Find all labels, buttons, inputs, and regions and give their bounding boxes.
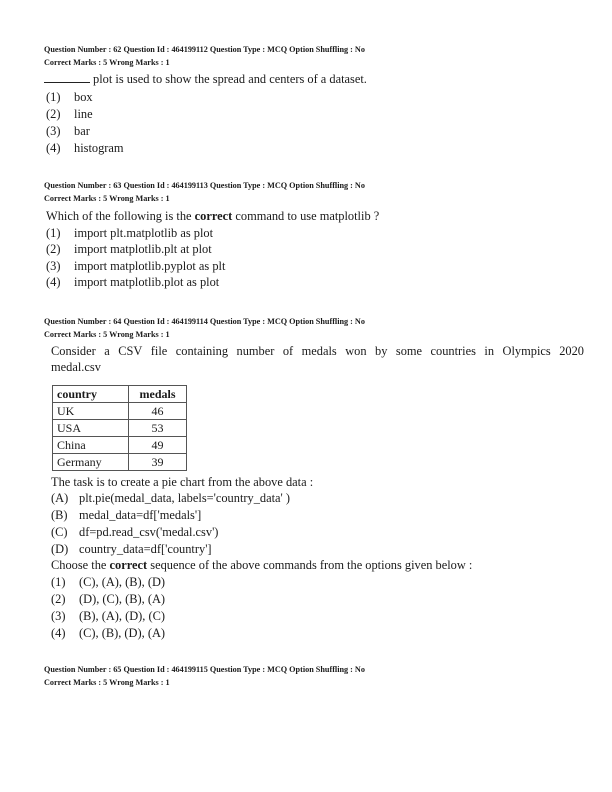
intro-word: in: [484, 344, 495, 358]
table-row: [53, 420, 187, 437]
option-text: (C), (B), (D), (A): [79, 626, 166, 640]
command-c: [51, 524, 218, 540]
q63-stem: [46, 208, 379, 224]
option-number: (1): [46, 90, 61, 104]
intro-word: won: [345, 344, 367, 358]
option-text: histogram: [74, 141, 124, 155]
option-number: (1): [51, 575, 66, 589]
command-text: country_data=df['country']: [79, 542, 212, 556]
q64-option-3: [51, 608, 165, 624]
option-text: import matplotlib.plt at plot: [74, 242, 212, 256]
option-text: import plt.matplotlib as plot: [74, 226, 214, 240]
command-label: (D): [51, 542, 69, 556]
intro-word: of: [282, 344, 294, 358]
option-text: import matplotlib.pyplot as plt: [74, 259, 226, 273]
q65-meta: Question Number : 65 Question Id : 464199115 Question Type : MCQ Option Shuffling : No: [44, 665, 365, 674]
cell-medals: 46: [129, 403, 187, 420]
cell-country: USA: [53, 420, 129, 437]
option-number: (4): [51, 626, 66, 640]
q63-stem-pre: Which of the following is the: [46, 209, 192, 223]
q65-marks: Correct Marks : 5 Wrong Marks : 1: [44, 678, 170, 687]
option-number: (1): [46, 226, 61, 240]
medals-table: [52, 385, 187, 471]
table-header-country: country: [53, 386, 129, 403]
table-row: [53, 454, 187, 471]
option-text: import matplotlib.plot as plot: [74, 275, 220, 289]
q64-marks: Correct Marks : 5 Wrong Marks : 1: [44, 330, 170, 339]
intro-word: by: [375, 344, 388, 358]
q64-task: The task is to create a pie chart from the above data :: [51, 475, 314, 489]
option-number: (4): [46, 141, 61, 155]
choose-post: sequence of the above commands from the options given below :: [150, 558, 473, 572]
q62-marks: Correct Marks : 5 Wrong Marks : 1: [44, 58, 170, 67]
option-text: line: [74, 107, 93, 121]
intro-word: Olympics: [502, 344, 551, 358]
table-row: [53, 403, 187, 420]
option-number: (2): [51, 592, 66, 606]
q64-filename: medal.csv: [51, 360, 101, 374]
intro-word: 2020: [559, 344, 584, 358]
intro-word: a: [104, 344, 110, 358]
command-text: plt.pie(medal_data, labels='country_data' ): [79, 491, 291, 505]
q63-meta: Question Number : 63 Question Id : 464199113 Question Type : MCQ Option Shuffling : No: [44, 181, 365, 190]
intro-word: some: [395, 344, 423, 358]
option-number: (2): [46, 107, 61, 121]
command-d: [51, 541, 212, 557]
intro-word: Consider: [51, 344, 96, 358]
command-text: medal_data=df['medals']: [79, 508, 202, 522]
q63-option-1: [46, 225, 213, 241]
choose-pre: Choose the: [51, 558, 107, 572]
intro-word: medals: [301, 344, 337, 358]
intro-word: CSV: [118, 344, 143, 358]
intro-word: file: [150, 344, 168, 358]
option-number: (3): [51, 609, 66, 623]
option-text: bar: [74, 124, 90, 138]
table-row: [53, 437, 187, 454]
option-text: (C), (A), (B), (D): [79, 575, 166, 589]
command-text: df=pd.read_csv('medal.csv'): [79, 525, 219, 539]
option-number: (3): [46, 124, 61, 138]
q62-stem-text: plot is used to show the spread and centers of a dataset.: [93, 72, 367, 86]
q62-stem: [44, 71, 367, 87]
intro-word: countries: [430, 344, 476, 358]
cell-medals: 53: [129, 420, 187, 437]
command-a: [51, 490, 290, 506]
option-text: (D), (C), (B), (A): [79, 592, 166, 606]
q64-meta: Question Number : 64 Question Id : 464199114 Question Type : MCQ Option Shuffling : No: [44, 317, 365, 326]
q62-option-1: [46, 89, 93, 105]
q64-intro: [51, 343, 584, 359]
command-label: (A): [51, 491, 69, 505]
option-text: (B), (A), (D), (C): [79, 609, 166, 623]
cell-country: China: [53, 437, 129, 454]
intro-word: number: [236, 344, 275, 358]
q63-marks: Correct Marks : 5 Wrong Marks : 1: [44, 194, 170, 203]
q62-meta: Question Number : 62 Question Id : 464199112 Question Type : MCQ Option Shuffling : No: [44, 45, 365, 54]
cell-country: Germany: [53, 454, 129, 471]
answer-blank: [44, 72, 90, 83]
cell-medals: 49: [129, 437, 187, 454]
option-text: box: [74, 90, 93, 104]
table-header-medals: medals: [129, 386, 187, 403]
option-number: (2): [46, 242, 61, 256]
q62-option-2: [46, 106, 93, 122]
table-header-row: [53, 386, 187, 403]
q62-option-4: [46, 140, 124, 156]
q63-stem-post: command to use matplotlib ?: [235, 209, 380, 223]
intro-word: containing: [175, 344, 229, 358]
q63-option-2: [46, 241, 212, 257]
q64-choose: [51, 557, 472, 573]
cell-country: UK: [53, 403, 129, 420]
q64-option-2: [51, 591, 165, 607]
command-b: [51, 507, 201, 523]
command-label: (B): [51, 508, 68, 522]
choose-bold: correct: [109, 558, 148, 572]
q62-option-3: [46, 123, 90, 139]
q63-stem-bold: correct: [194, 209, 233, 223]
q63-option-4: [46, 274, 219, 290]
command-label: (C): [51, 525, 68, 539]
option-number: (3): [46, 259, 61, 273]
q64-option-4: [51, 625, 165, 641]
q64-option-1: [51, 574, 165, 590]
option-number: (4): [46, 275, 61, 289]
q63-option-3: [46, 258, 225, 274]
cell-medals: 39: [129, 454, 187, 471]
